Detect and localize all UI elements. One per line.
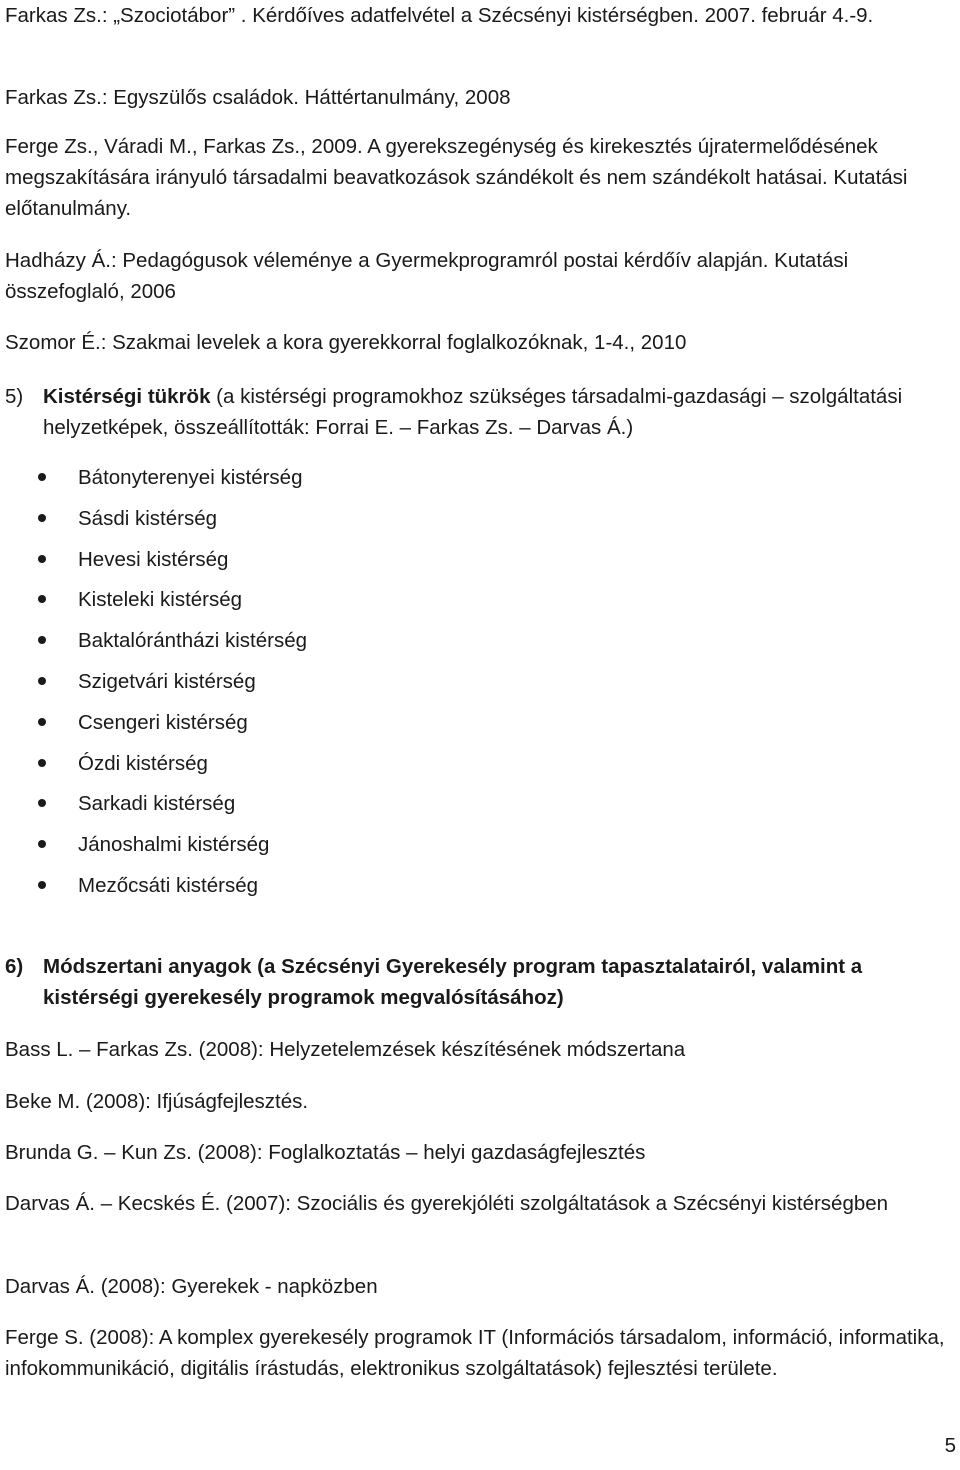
section-title <box>43 381 953 443</box>
list-item-label: Jánoshalmi kistérség <box>78 833 270 857</box>
reference-entry: Farkas Zs.: „Szociotábor” . Kérdőíves adatfelvétel a Szécsényi kistérségben. 2007. február 4.-9. <box>5 4 874 27</box>
list-item <box>38 870 307 911</box>
bullet-icon <box>38 595 46 603</box>
list-item-label: Mezőcsáti kistérség <box>78 873 259 897</box>
list-item <box>38 829 307 870</box>
section-number: 6) <box>5 955 24 978</box>
bullet-icon <box>38 799 46 807</box>
page-number: 5 <box>944 1434 956 1457</box>
list-item <box>38 503 307 544</box>
list-item-label: Ózdi kistérség <box>78 751 208 775</box>
reference-entry: Ferge Zs., Váradi M., Farkas Zs., 2009. A gyerekszegénység és kirekesztés újratermelődésének megszakítására irányuló társadalmi beavatkozások szándékolt és nem szándékolt hatásai. Kutatási előtanulmány. <box>5 135 908 220</box>
bullet-icon <box>38 759 46 767</box>
list-item <box>38 788 307 829</box>
bullet-icon <box>38 881 46 889</box>
list-item-label: Bátonyterenyei kistérség <box>78 466 303 489</box>
list-item <box>38 462 307 503</box>
bullet-icon <box>38 514 46 522</box>
section-5-heading <box>5 381 953 443</box>
bullet-icon <box>38 840 46 848</box>
reference-entry: Darvas Á. (2008): Gyerekek - napközben <box>5 1275 378 1298</box>
list-item <box>38 707 307 748</box>
list-item-label: Baktalórántházi kistérség <box>78 629 308 653</box>
section-number: 5) <box>5 385 24 408</box>
section-6-heading <box>5 951 953 1013</box>
reference-entry: Szomor É.: Szakmai levelek a kora gyerekkorral foglalkozóknak, 1-4., 2010 <box>5 331 687 354</box>
list-item-label: Sásdi kistérség <box>78 506 218 530</box>
reference-entry: Bass L. – Farkas Zs. (2008): Helyzetelemzések készítésének módszertana <box>5 1038 686 1061</box>
bullet-icon <box>38 636 46 644</box>
section-title-rest: (a kistérségi programokhoz szükséges társadalmi-gazdasági – szolgáltatási helyzetképek, összeállították: Forrai E. – Farkas Zs. – Darvas Á.) <box>43 385 903 439</box>
bullet-icon <box>38 473 46 481</box>
bullet-icon <box>38 555 46 563</box>
bullet-icon <box>38 718 46 726</box>
reference-entry: Beke M. (2008): Ifjúságfejlesztés. <box>5 1090 309 1113</box>
section-title: Módszertani anyagok (a Szécsényi Gyerekesély program tapasztalatairól, valamint a kistérségi gyerekesély programok megvalósításához) <box>43 955 863 1009</box>
subregion-list <box>38 462 307 911</box>
reference-entry: Darvas Á. – Kecskés É. (2007): Szociális és gyerekjóléti szolgáltatások a Szécsényi kistérségben <box>5 1192 889 1215</box>
list-item-label: Hevesi kistérség <box>78 547 229 571</box>
list-item <box>38 748 307 789</box>
list-item <box>38 584 307 625</box>
list-item <box>38 625 307 666</box>
list-item-label: Kisteleki kistérség <box>78 588 243 612</box>
list-item <box>38 544 307 585</box>
list-item-label: Sarkadi kistérség <box>78 792 236 816</box>
reference-entry: Brunda G. – Kun Zs. (2008): Foglalkoztatás – helyi gazdaságfejlesztés <box>5 1141 646 1164</box>
reference-entry: Farkas Zs.: Egyszülős családok. Háttértanulmány, 2008 <box>5 86 511 109</box>
reference-entry: Ferge S. (2008): A komplex gyerekesély programok IT (Információs társadalom, információ, informatika, infokommunikáció, digitális írástudás, elektronikus szolgáltatások) fejlesztési területe. <box>5 1326 945 1380</box>
reference-entry: Hadházy Á.: Pedagógusok véleménye a Gyermekprogramról postai kérdőív alapján. Kutatási összefoglaló, 2006 <box>5 249 849 303</box>
list-item-label: Szigetvári kistérség <box>78 669 256 693</box>
list-item-label: Csengeri kistérség <box>78 710 248 734</box>
section-title-bold: Kistérségi tükrök <box>43 385 211 408</box>
bullet-icon <box>38 677 46 685</box>
list-item <box>38 666 307 707</box>
